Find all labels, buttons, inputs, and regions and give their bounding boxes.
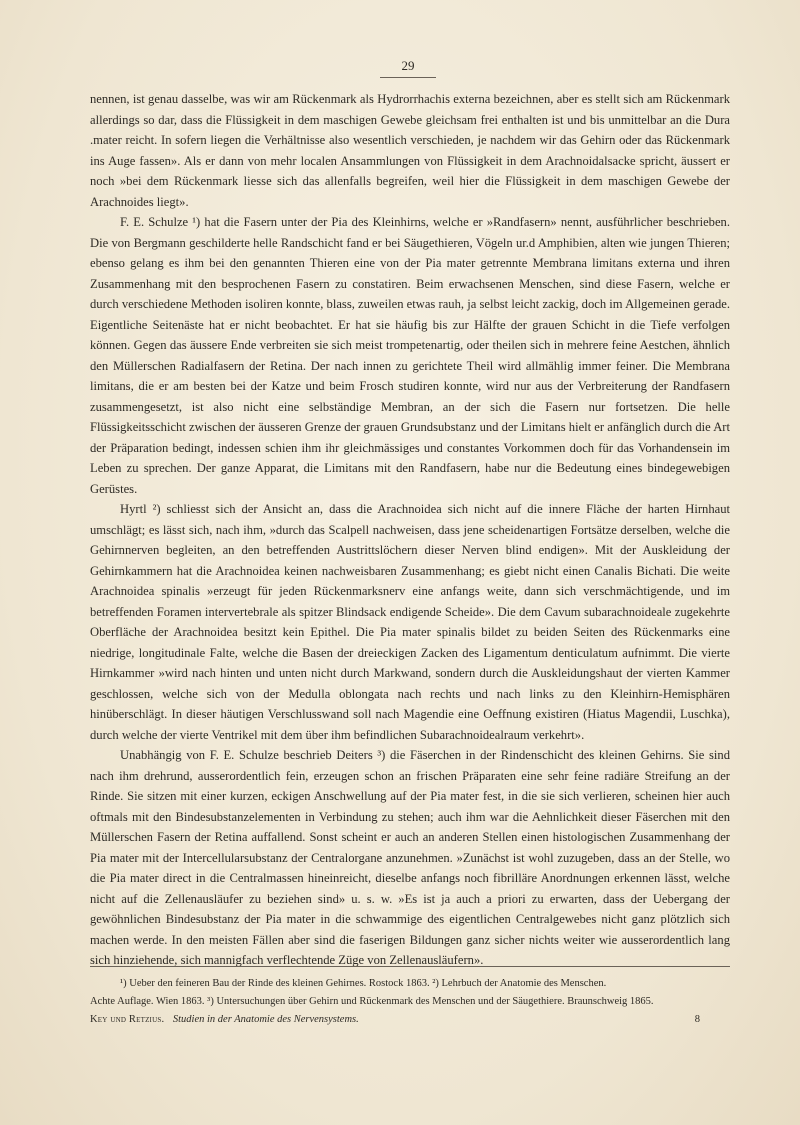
paragraph-1: nennen, ist genau dasselbe, was wir am Rückenmark als Hydrorrhachis externa bezeichnen, aber es stellt sich am Rückenmark allerdings so dar, dass die Flüssigkeit in dem maschigen Gewebe gleichsam frei enthalten ist und bis unmittelbar an die Dura .mater reicht. In sofern liegen die Verhältnisse also wesentlich verschieden, je nachdem wir das Gehirn oder das Rückenmark ins Auge fassen». Als er dann von mehr localen Ansammlungen von Flüssigkeit in dem Arachnoidalsacke spricht, äussert er noch »bei dem Rückenmark liesse sich das allenfalls begreifen, weil hier die Flüssigkeit in dem maschigen Gewebe der Arachnoides liegt».	[90, 92, 730, 209]
signature-line	[90, 1011, 730, 1029]
paragraph-2: F. E. Schulze ¹) hat die Fasern unter der Pia des Kleinhirns, welche er »Randfasern» nennt, ausführlicher beschrieben. Die von Bergmann geschilderte helle Randschicht fand er bei Säugethieren, Vögeln ur.d Amphibien, alten wie jungen Thieren; ebenso gelang es ihm bei den genannten Thieren eine von der Pia mater getrennte Membrana limitans externa und ihren Zusammenhang mit den besprochenen Fasern zu constatiren. Beim erwachsenen Menschen, sind diese Fasern, welche er durch verschiedene Methoden isoliren konnte, blass, zuweilen etwas rauh, ja selbst leicht zackig, doch im Allgemeinen gerade. Eigentliche Seitenäste hat er nicht beobachtet. Er hat sie häufig bis zur Hälfte der grauen Schicht in die Tiefe verfolgen können. Gegen das äussere Ende verbreiten sie sich meist trompetenartig, oder theilen sich in mehrere feine Aestchen, ähnlich den Müllerschen Radialfasern der Retina. Der nach innen zu gerichtete Theil wird allmählig immer feiner. Die Membrana limitans, die er am besten bei der Katze und beim Frosch studiren konnte, wird nur aus der Verbreiterung der Randfasern zusammengesetzt, ist also nicht eine selbständige Membran, an der sich die Fasern nur fortsetzen. Die helle Flüssigkeitsschicht zwischen der äusseren Grenze der grauen Grundsubstanz und der Limitans hielt er anfänglich durch die Art der Präparation bedingt, indessen schien ihm ihr gleichmässiges und constantes Vorkommen doch für das Vorhandensein im Leben zu sprechen. Der ganze Apparat, die Limitans mit den Randfasern, habe nur die Bedeutung eines bindegewebigen Gerüstes.	[90, 215, 730, 496]
footnote-line-2: Achte Auflage. Wien 1863. ³) Untersuchungen über Gehirn und Rückenmark des Menschen und der Säugethiere. Braunschweig 1865.	[90, 996, 654, 1007]
paragraph-3: Hyrtl ²) schliesst sich der Ansicht an, dass die Arachnoidea sich nicht auf die innere Fläche der harten Hirnhaut umschlägt; es lässt sich, nach ihm, »durch das Scalpell nachweisen, dass jene scheidenartigen Fortsätze derselben, welche die Gehirnnerven begleiten, an den betreffenden Austrittslöchern dieser Nerven blind endigen». Mit der Auskleidung der Gehirnkammern hat die Arachnoidea keinen nachweisbaren Zusammenhang; es giebt nicht einen Canalis Bichati. Die weite Arachnoidea spinalis »erzeugt für jeden Rückenmarksnerv eine anfangs weite, dann sich verschmächtigende, und im betreffenden Foramen intervertebrale als spitzer Blindsack endigende Scheide». Die dem Cavum subarachnoideale zugekehrte Oberfläche der Arachnoidea besitzt kein Epithel. Die Pia mater spinalis bildet zu beiden Seiten des Rückenmarks eine niedrige, longitudinale Falte, welche die Basen der dreieckigen Zacken des Ligamentum denticulatum aufnimmt. Die vierte Hirnkammer »wird nach hinten und unten nicht durch Markwand, sondern durch die Auskleidungshaut der vierten Kammer geschlossen, welche sich von der Medulla oblongata nach rechts und nach links zu den Kleinhirn-Hemisphären hinüberschlägt. In dieser häutigen Verschlusswand soll nach Magendie eine Oeffnung existiren (Hiatus Magendii, Luschka), durch welche der vierte Ventrikel mit dem über ihm befindlichen Subarachnoidealraum verkehrt».	[90, 502, 730, 742]
signature-sheet-number: 8	[694, 1014, 700, 1025]
paragraph-4: Unabhängig von F. E. Schulze beschrieb Deiters ³) die Fäserchen in der Rindenschicht des kleinen Gehirns. Sie sind nach ihm drehrund, ausserordentlich fein, erzeugen schon an frischen Präparaten eine sehr feine radiäre Streifung an der Rinde. Sie sitzen mit einer kurzen, eckigen Anschwellung auf der Pia mater fest, in die sie sich verlieren, scheinen hier auch oftmals mit den Bindesubstanzelementen in Verbindung zu stehen; auch ihm war die Aehnlichkeit dieser Fäserchen mit den Müllerschen Fasern der Retina auffallend. Sonst scheint er auch an anderen Stellen einen histologischen Zusammenhang der Pia mater mit der Intercellularsubstanz der Centralorgane anzunehmen. »Zunächst ist wohl zuzugeben, dass an der Stelle, wo die Pia mater direct in die Centralmassen hineinreicht, dieselbe anfangs noch fibrilläre Anordnungen erkennen lässt, welche nicht auf die Zellenausläufer zu beziehen sind» u. s. w. »Es ist ja auch a priori zu erwarten, dass der Uebergang der gewöhnlichen Bindesubstanz der Pia mater in die schwammige des eigentlichen Centralgewebes nicht ganz plötzlich sich machen werde. In den meisten Fällen aber sind die faserigen Bildungen ganz sicher nichts weiter wie ausserordentlich lang sich hinziehende, sich mannigfach verflechtende Züge von Zellenausläufern».	[90, 748, 730, 967]
header-rule	[380, 77, 436, 78]
footnotes	[90, 975, 730, 1011]
signature-title: Studien in der Anatomie des Nervensystems.	[172, 1014, 359, 1025]
footnote-line-1: ¹) Ueber den feineren Bau der Rinde des kleinen Gehirnes. Rostock 1863. ²) Lehrbuch der Anatomie des Menschen.	[120, 978, 607, 989]
signature-authors: Key und Retzius.	[90, 1014, 165, 1025]
footnote-rule	[90, 966, 730, 967]
body-text	[90, 89, 730, 971]
page-number: 29	[401, 58, 415, 73]
